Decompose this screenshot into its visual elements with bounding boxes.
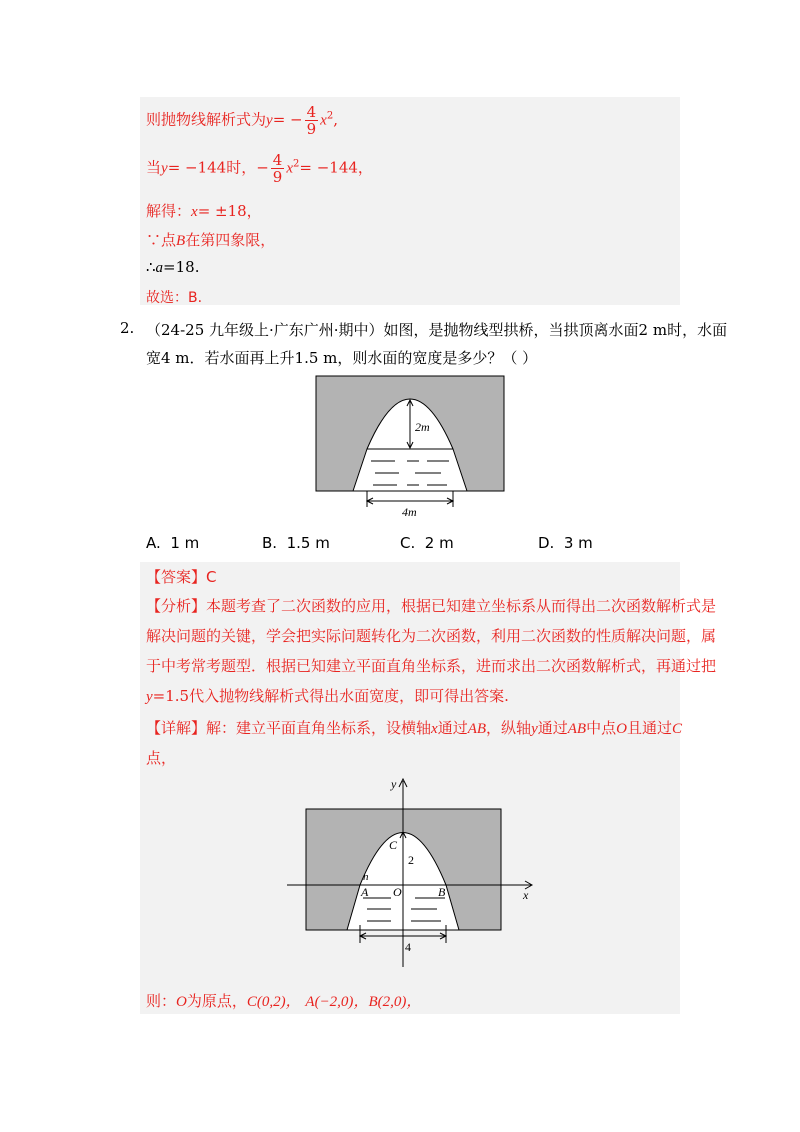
origin-label: O bbox=[393, 885, 402, 899]
width-label: 4 bbox=[405, 940, 411, 954]
question-line-2: 宽4 m．若水面再上升1.5 m，则水面的宽度是多少？（ ） bbox=[146, 349, 538, 367]
detail-line-2: 点， bbox=[146, 749, 177, 767]
option-a[interactable]: A. 1 m bbox=[146, 534, 200, 552]
height-label: 2 bbox=[408, 853, 414, 867]
point-a-label: A bbox=[361, 885, 369, 899]
question-number: 2. bbox=[120, 319, 135, 337]
y-axis-label: y bbox=[391, 777, 397, 791]
width-label: 4m bbox=[402, 505, 417, 519]
final-line: 则：O为原点，C(0,2)， A(−2,0)，B(2,0)， bbox=[146, 992, 422, 1010]
point-n-label: n bbox=[363, 871, 369, 883]
solution-line-6: 故选：B. bbox=[146, 290, 203, 306]
option-d[interactable]: D. 3 m bbox=[538, 534, 593, 552]
solution-line-1: 则抛物线解析式为y= − $\frac{4}{9}$ $x^2$, bbox=[146, 103, 338, 138]
bridge-figure bbox=[315, 375, 505, 520]
solution-line-3: 解得：x= ±18， bbox=[146, 202, 262, 220]
analysis-line-2: 解决问题的关键，学会把实际问题转化为二次函数，利用二次函数的性质解决问题，属 bbox=[146, 627, 717, 645]
option-b[interactable]: B. 1.5 m bbox=[262, 534, 330, 552]
option-c[interactable]: C. 2 m bbox=[400, 534, 454, 552]
solution-line-2: 当y= −144时，− $\frac{4}{9}$ $x^2= -144$， bbox=[146, 151, 373, 186]
analysis-line-4: y=1.5代入抛物线解析式得出水面宽度，即可得出答案. bbox=[146, 687, 509, 705]
question-line-1: （24-25 九年级上·广东广州·期中）如图，是抛物线型拱桥，当拱顶离水面2 m时，水面 bbox=[146, 321, 728, 339]
detail-line-1: 【详解】解：建立平面直角坐标系，设横轴x通过AB，纵轴y通过AB中点O且通过C bbox=[146, 719, 682, 737]
x-axis-label: x bbox=[523, 888, 529, 902]
height-label: 2m bbox=[415, 420, 430, 434]
answer-line: 【答案】C bbox=[146, 568, 217, 586]
analysis-line-3: 于中考常考题型．根据已知建立平面直角坐标系，进而求出二次函数解析式，再通过把 bbox=[146, 657, 717, 675]
analysis-line-1: 【分析】本题考查了二次函数的应用，根据已知建立坐标系从而得出二次函数解析式是 bbox=[146, 597, 717, 615]
point-c-label: C bbox=[389, 838, 398, 852]
solution-line-5: ∴a=18. bbox=[146, 258, 200, 276]
solution-line-4: ∵点B在第四象限， bbox=[146, 231, 276, 249]
point-b-label: B bbox=[438, 885, 446, 899]
coordinate-figure bbox=[285, 775, 540, 970]
